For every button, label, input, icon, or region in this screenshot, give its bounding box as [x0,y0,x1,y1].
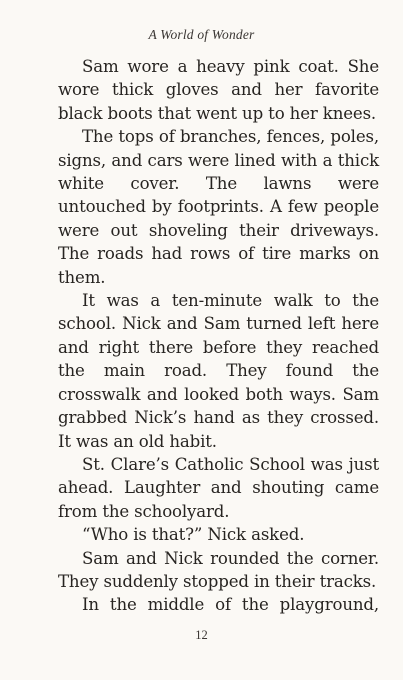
paragraph: Sam and Nick rounded the corner. They suddenly stopped in their tracks. [58,548,379,591]
page-number: 12 [195,628,208,642]
running-header-title: A World of Wonder [148,27,255,42]
body-text [58,55,379,617]
paragraph: It was a ten-minute walk to the school. Nick and Sam turned left here and right there before they reached the main road. They found the crosswalk and looked both ways. Sam grabbed Nick’s hand as they crossed. It was an old habit. [58,291,379,451]
paragraph: St. Clare’s Catholic School was just ahead. Laughter and shouting came from the schoolyard. [58,454,379,521]
paragraph: “Who is that?” Nick asked. [82,525,305,545]
paragraph: The tops of branches, fences, poles, signs, and cars were lined with a thick white cover. The lawns were untouched by footprints. A few people were out shoveling their driveways. The roads had rows of tire marks on them. [58,127,379,287]
paragraph: Sam wore a heavy pink coat. She wore thick gloves and her favorite black boots that went up to her knees. [58,57,379,123]
paragraph: In the middle of the playground, [82,595,379,615]
